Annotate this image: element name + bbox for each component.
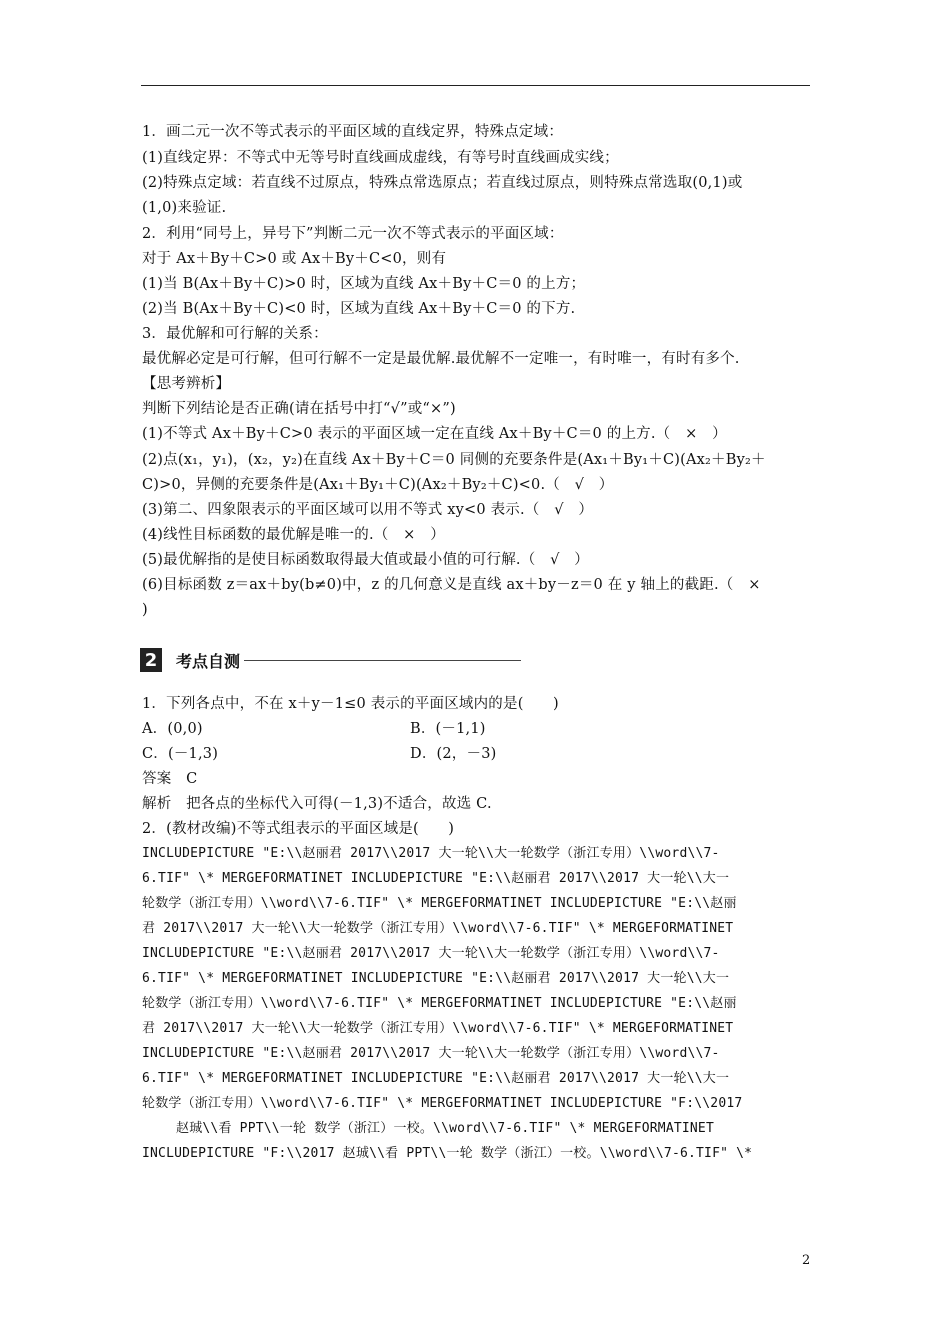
section-title: 考点自测	[176, 651, 241, 671]
option-b: B．(－1,1)	[410, 721, 486, 737]
option-d: D．(2，－3)	[410, 746, 497, 762]
text-line: 判断下列结论是否正确(请在括号中打“√”或“×”)	[142, 401, 456, 417]
subheading: 【思考辨析】	[142, 376, 231, 392]
field-code-line: 6.TIF" \* MERGEFORMATINET INCLUDEPICTURE "E:\\赵丽君 2017\\2017 大一轮\\大一	[142, 871, 730, 886]
field-code-line: INCLUDEPICTURE "E:\\赵丽君 2017\\2017 大一轮\\大一轮数学（浙江专用）\\word\\7-	[142, 1046, 720, 1061]
answer: 答案 C	[142, 771, 198, 787]
field-code-line: 轮数学（浙江专用）\\word\\7-6.TIF" \* MERGEFORMATINET INCLUDEPICTURE "E:\\赵丽	[142, 896, 737, 911]
section-header	[140, 647, 240, 673]
text-line: (5)最优解指的是使目标函数取得最大值或最小值的可行解.（ √ ）	[142, 552, 589, 568]
field-code-line: INCLUDEPICTURE "E:\\赵丽君 2017\\2017 大一轮\\大一轮数学（浙江专用）\\word\\7-	[142, 846, 720, 861]
option-a: A．(0,0)	[142, 721, 203, 737]
text-line: (1)不等式 Ax＋By＋C>0 表示的平面区域一定在直线 Ax＋By＋C＝0 的上方.（ × ）	[142, 426, 727, 442]
text-line: 对于 Ax＋By＋C>0 或 Ax＋By＋C<0，则有	[142, 251, 447, 267]
text-line: (2)点(x₁，y₁)，(x₂，y₂)在直线 Ax＋By＋C＝0 同侧的充要条件是(Ax₁＋By₁＋C)(Ax₂＋By₂＋	[142, 452, 766, 468]
field-code-line: 君 2017\\2017 大一轮\\大一轮数学（浙江专用）\\word\\7-6.TIF" \* MERGEFORMATINET	[142, 1021, 734, 1036]
text-line: (1,0)来验证.	[142, 200, 227, 216]
text-line: 1．画二元一次不等式表示的平面区域的直线定界，特殊点定域：	[142, 124, 564, 140]
text-line: (2)特殊点定域：若直线不过原点，特殊点常选原点；若直线过原点，则特殊点常选取(0,1)或	[142, 175, 743, 191]
text-line: 3．最优解和可行解的关系：	[142, 326, 328, 342]
field-code-line: 6.TIF" \* MERGEFORMATINET INCLUDEPICTURE "E:\\赵丽君 2017\\2017 大一轮\\大一	[142, 971, 730, 986]
text-line: (2)当 B(Ax＋By＋C)<0 时，区域为直线 Ax＋By＋C＝0 的下方.	[142, 301, 576, 317]
section-rule	[244, 660, 521, 661]
field-code-line: 轮数学（浙江专用）\\word\\7-6.TIF" \* MERGEFORMATINET INCLUDEPICTURE "E:\\赵丽	[142, 996, 737, 1011]
field-code-line: 6.TIF" \* MERGEFORMATINET INCLUDEPICTURE "E:\\赵丽君 2017\\2017 大一轮\\大一	[142, 1071, 730, 1086]
text-line: (3)第二、四象限表示的平面区域可以用不等式 xy<0 表示.（ √ ）	[142, 502, 594, 518]
question-2: 2．(教材改编)不等式组表示的平面区域是( )	[142, 821, 455, 837]
text-line: (1)当 B(Ax＋By＋C)>0 时，区域为直线 Ax＋By＋C＝0 的上方；	[142, 276, 586, 292]
page-number: 2	[802, 1253, 811, 1268]
question-1: 1．下列各点中，不在 x＋y－1≤0 表示的平面区域内的是( )	[142, 696, 559, 712]
text-line: )	[142, 602, 148, 618]
explanation: 解析 把各点的坐标代入可得(－1,3)不适合，故选 C.	[142, 796, 492, 812]
text-line: (4)线性目标函数的最优解是唯一的.（ × ）	[142, 527, 445, 543]
field-code-line: INCLUDEPICTURE "E:\\赵丽君 2017\\2017 大一轮\\大一轮数学（浙江专用）\\word\\7-	[142, 946, 720, 961]
text-line: 最优解必定是可行解，但可行解不一定是最优解.最优解不一定唯一，有时唯一，有时有多个.	[142, 351, 740, 367]
option-c: C．(－1,3)	[142, 746, 219, 762]
section-number: 2	[140, 648, 162, 672]
text-line: 2．利用“同号上，异号下”判断二元一次不等式表示的平面区域：	[142, 226, 564, 242]
field-code-line: INCLUDEPICTURE "F:\\2017 赵珹\\看 PPT\\一轮 数学（浙江）一校。\\word\\7-6.TIF" \*	[142, 1146, 753, 1161]
field-code-line: 轮数学（浙江专用）\\word\\7-6.TIF" \* MERGEFORMATINET INCLUDEPICTURE "F:\\2017	[142, 1096, 743, 1111]
field-code-line: 君 2017\\2017 大一轮\\大一轮数学（浙江专用）\\word\\7-6.TIF" \* MERGEFORMATINET	[142, 921, 734, 936]
header-rule	[141, 85, 810, 86]
text-line: (6)目标函数 z＝ax＋by(b≠0)中，z 的几何意义是直线 ax＋by－z＝0 在 y 轴上的截距.（ ×	[142, 577, 761, 593]
text-line: C)>0，异侧的充要条件是(Ax₁＋By₁＋C)(Ax₂＋By₂＋C)<0.（ √ ）	[142, 477, 614, 493]
text-line: (1)直线定界：不等式中无等号时直线画成虚线，有等号时直线画成实线；	[142, 150, 619, 166]
field-code-line: 赵珹\\看 PPT\\一轮 数学（浙江）一校。\\word\\7-6.TIF" \* MERGEFORMATINET	[176, 1121, 714, 1136]
